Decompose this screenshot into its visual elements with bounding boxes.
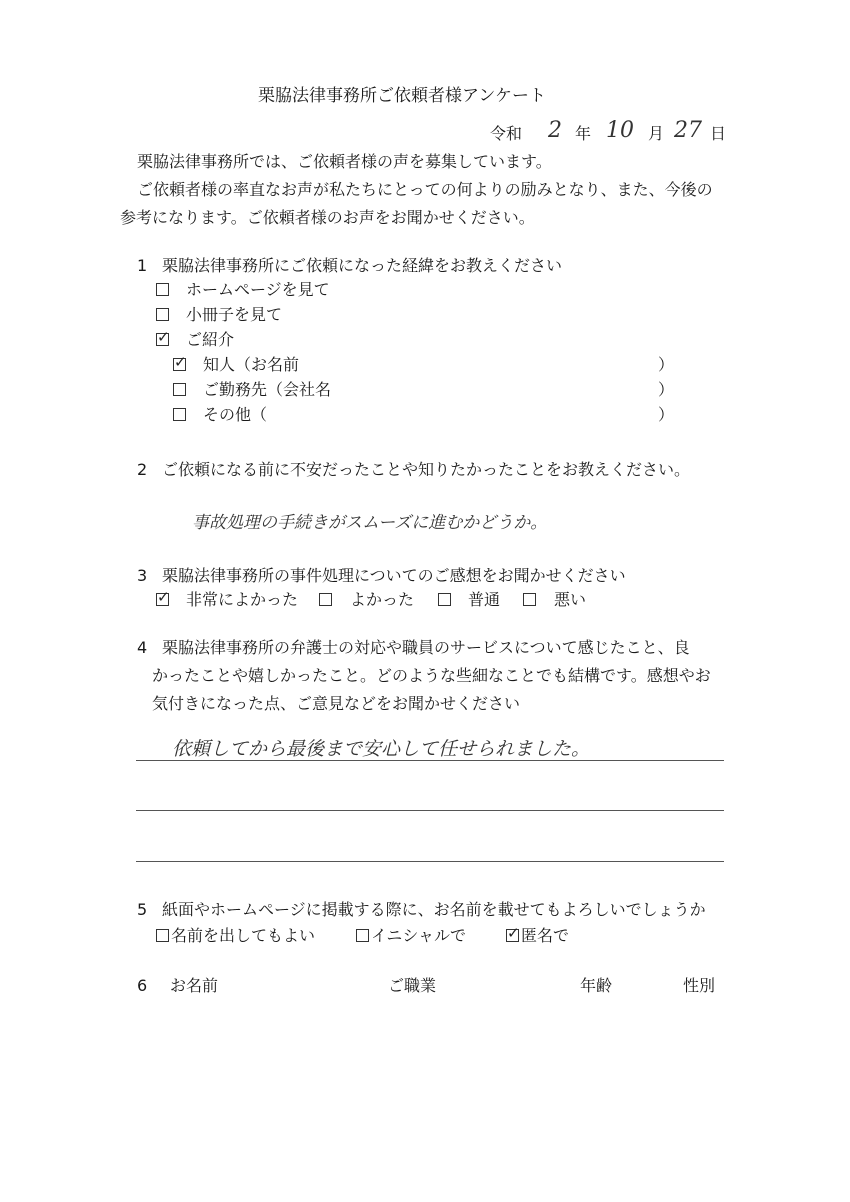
q5-option-initials-checkbox[interactable] [356, 929, 369, 942]
q3-option-bad-checkbox[interactable] [523, 593, 536, 606]
q2-number: 2 [137, 460, 148, 479]
q5-option-real-name-checkbox[interactable] [156, 929, 169, 942]
q4-question-line-1: 栗脇法律事務所の弁護士の対応や職員のサービスについて感じたこと、良 [162, 638, 690, 657]
q6-field-gender: 性別 [683, 976, 716, 995]
q1-sub-other-checkbox[interactable] [173, 408, 186, 421]
q1-number: 1 [137, 256, 148, 275]
q3-option-good-label: よかった [350, 590, 415, 609]
q5-option-anonymous-checkbox[interactable] [506, 929, 519, 942]
q5-option-real-name-label: 名前を出してもよい [171, 926, 316, 945]
q1-sub-acquaintance-label: 知人（お名前 [203, 355, 300, 374]
q4-question-line-2: かったことや嬉しかったこと。どのような些細なことでも結構です。感想やお [152, 666, 711, 685]
q3-option-good-checkbox[interactable] [319, 593, 332, 606]
q4-question-line-3: 気付きになった点、ご意見などをお聞かせください [152, 694, 521, 713]
q1-sub-employer-label: ご勤務先（会社名 [203, 380, 332, 399]
q1-option-referral-label: ご紹介 [186, 330, 235, 349]
date-day: 27 [674, 118, 702, 143]
date-year: 2 [548, 118, 562, 143]
q3-number: 3 [137, 566, 148, 585]
q3-option-bad-label: 悪い [554, 590, 587, 609]
q6-field-age: 年齢 [580, 976, 613, 995]
date-year-label: 年 [575, 124, 592, 143]
q1-option-referral-checkbox[interactable] [156, 333, 169, 346]
q5-option-initials-label: イニシャルで [371, 926, 467, 945]
q2-question: ご依頼になる前に不安だったことや知りたかったことをお教えください。 [162, 460, 691, 479]
q1-sub-acquaintance-close: ） [658, 355, 675, 374]
q1-option-booklet-checkbox[interactable] [156, 308, 169, 321]
q4-answer-line-2 [136, 810, 724, 811]
q5-option-anonymous-label: 匿名で [521, 926, 570, 945]
date-month-label: 月 [648, 124, 665, 143]
intro-line-2: ご依頼者様の率直なお声が私たちにとっての何よりの励みとなり、また、今後の [137, 180, 713, 199]
q4-answer-line-3 [136, 861, 724, 862]
q4-answer: 依頼してから最後まで安心して任せられました。 [172, 738, 591, 760]
q1-sub-other-close: ） [658, 405, 675, 424]
q6-field-name: お名前 [170, 976, 219, 995]
q2-answer: 事故処理の手続きがスムーズに進むかどうか。 [192, 513, 548, 533]
q1-option-homepage-label: ホームページを見て [186, 280, 330, 299]
q5-question: 紙面やホームページに掲載する際に、お名前を載せてもよろしいでしょうか [162, 900, 706, 919]
q1-sub-employer-close: ） [658, 380, 675, 399]
q4-answer-line-1 [136, 760, 724, 761]
q6-field-occupation: ご職業 [388, 976, 437, 995]
q1-option-booklet-label: 小冊子を見て [186, 305, 283, 324]
intro-line-1: 栗脇法律事務所では、ご依頼者様の声を募集しています。 [137, 152, 552, 171]
q3-option-very-good-label: 非常によかった [186, 590, 299, 609]
date-day-label: 日 [710, 124, 727, 143]
date-month: 10 [606, 118, 634, 143]
q1-sub-other-label: その他（ [203, 405, 268, 424]
q1-option-homepage-checkbox[interactable] [156, 283, 169, 296]
q1-sub-employer-checkbox[interactable] [173, 383, 186, 396]
q3-option-average-label: 普通 [468, 590, 501, 609]
q3-option-average-checkbox[interactable] [438, 593, 451, 606]
q1-question: 栗脇法律事務所にご依頼になった経緯をお教えください [162, 256, 563, 275]
q6-number: 6 [137, 976, 148, 995]
survey-title: 栗脇法律事務所ご依頼者様アンケート [258, 86, 546, 106]
q5-number: 5 [137, 900, 148, 919]
q3-option-very-good-checkbox[interactable] [156, 593, 169, 606]
q1-sub-acquaintance-checkbox[interactable] [173, 358, 186, 371]
intro-line-3: 参考になります。ご依頼者様のお声をお聞かせください。 [120, 208, 535, 227]
q4-number: 4 [137, 638, 148, 657]
date-era: 令和 [490, 124, 523, 143]
q3-question: 栗脇法律事務所の事件処理についてのご感想をお聞かせください [162, 566, 626, 585]
